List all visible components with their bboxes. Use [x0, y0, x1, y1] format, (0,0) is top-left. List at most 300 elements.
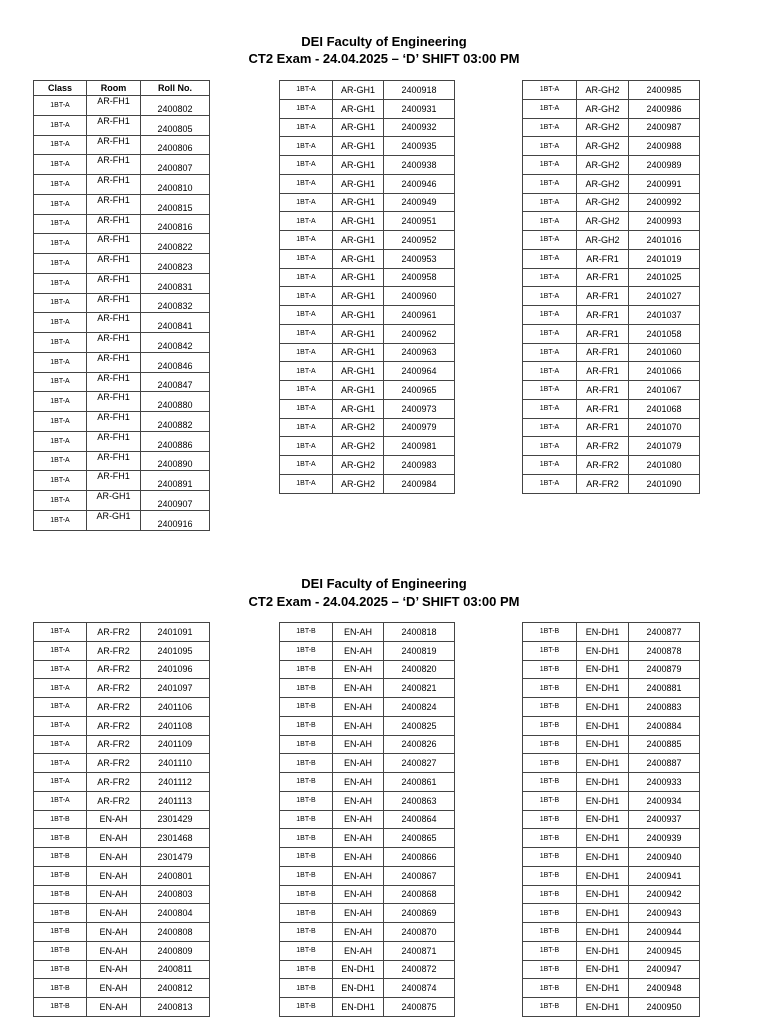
table-row	[523, 156, 700, 175]
class-cell: 1BT-B	[523, 641, 577, 660]
table-row	[34, 941, 210, 960]
room-cell: EN-AH	[333, 641, 384, 660]
roll-number-cell: 2400883	[629, 698, 700, 717]
room-cell: EN-DH1	[577, 623, 629, 642]
roll-number-cell: 2400988	[629, 137, 700, 156]
roll-number-cell: 2400938	[384, 156, 455, 175]
class-cell: 1BT-A	[280, 81, 333, 100]
table-row	[34, 313, 210, 333]
table-row	[34, 431, 210, 451]
table-row	[280, 324, 455, 343]
room-cell: AR-GH2	[333, 437, 384, 456]
class-column-header: Class	[34, 81, 87, 96]
class-cell: 1BT-A	[523, 81, 577, 100]
roll-number-cell: 2400810	[141, 175, 210, 195]
class-cell: 1BT-A	[523, 418, 577, 437]
roll-number-cell: 2400942	[629, 885, 700, 904]
room-cell: EN-AH	[333, 810, 384, 829]
roll-number-cell: 2400865	[384, 829, 455, 848]
table-row	[523, 118, 700, 137]
room-cell: AR-GH1	[333, 287, 384, 306]
roll-number-cell: 2400874	[384, 979, 455, 998]
class-cell: 1BT-B	[523, 941, 577, 960]
roll-number-cell: 2400887	[629, 754, 700, 773]
room-cell: AR-FR2	[87, 735, 141, 754]
room-cell: AR-FH1	[87, 96, 141, 116]
room-cell: EN-DH1	[333, 979, 384, 998]
table-row	[523, 81, 700, 100]
class-cell: 1BT-B	[34, 866, 87, 885]
seating-table-3	[522, 80, 700, 494]
table-row	[280, 156, 455, 175]
room-cell: AR-FH1	[87, 431, 141, 451]
room-cell: EN-DH1	[577, 904, 629, 923]
class-cell: 1BT-B	[523, 773, 577, 792]
roll-number-cell: 2400825	[384, 716, 455, 735]
room-cell: EN-DH1	[577, 885, 629, 904]
roll-number-cell: 2400931	[384, 99, 455, 118]
room-cell: AR-FR1	[577, 268, 629, 287]
room-cell: AR-FH1	[87, 155, 141, 175]
class-cell: 1BT-A	[280, 306, 333, 325]
table-row	[523, 679, 700, 698]
roll-number-cell: 2400867	[384, 866, 455, 885]
class-cell: 1BT-A	[34, 754, 87, 773]
room-cell: EN-AH	[87, 923, 141, 942]
class-cell: 1BT-B	[280, 641, 333, 660]
table-row	[34, 115, 210, 135]
class-cell: 1BT-B	[34, 941, 87, 960]
roll-number-cell: 2401067	[629, 381, 700, 400]
roll-number-cell: 2400935	[384, 137, 455, 156]
room-cell: AR-FR2	[87, 641, 141, 660]
roll-number-cell: 2400846	[141, 352, 210, 372]
table-row	[34, 923, 210, 942]
roll-number-cell: 2301429	[141, 810, 210, 829]
room-cell: AR-FH1	[87, 194, 141, 214]
class-cell: 1BT-B	[523, 679, 577, 698]
roll-number-cell: 2401066	[629, 362, 700, 381]
room-cell: EN-DH1	[577, 998, 629, 1017]
table-row	[280, 343, 455, 362]
roll-number-cell: 2400965	[384, 381, 455, 400]
room-cell: AR-FR2	[577, 456, 629, 475]
class-cell: 1BT-A	[523, 231, 577, 250]
room-cell: AR-GH1	[333, 231, 384, 250]
roll-number-cell: 2400826	[384, 735, 455, 754]
roll-number-cell: 2400947	[629, 960, 700, 979]
class-cell: 1BT-B	[280, 791, 333, 810]
class-cell: 1BT-A	[280, 249, 333, 268]
room-cell: EN-AH	[333, 848, 384, 867]
roll-number-cell: 2401091	[141, 623, 210, 642]
class-cell: 1BT-A	[34, 392, 87, 412]
roll-number-cell: 2400963	[384, 343, 455, 362]
room-cell: AR-GH1	[333, 212, 384, 231]
class-cell: 1BT-A	[280, 362, 333, 381]
room-cell: EN-DH1	[577, 754, 629, 773]
class-cell: 1BT-A	[34, 194, 87, 214]
roll-number-cell: 2400878	[629, 641, 700, 660]
table-row	[34, 293, 210, 313]
table-row	[523, 998, 700, 1017]
room-cell: EN-AH	[87, 848, 141, 867]
class-cell: 1BT-A	[34, 716, 87, 735]
seating-table-4	[33, 622, 210, 1017]
room-cell: AR-FH1	[87, 175, 141, 195]
table-row	[34, 451, 210, 471]
roll-number-cell: 2400891	[141, 471, 210, 491]
class-cell: 1BT-A	[280, 99, 333, 118]
roll-number-cell: 2400940	[629, 848, 700, 867]
room-cell: AR-FH1	[87, 412, 141, 432]
roll-number-cell: 2400861	[384, 773, 455, 792]
table-row	[523, 249, 700, 268]
class-cell: 1BT-A	[34, 660, 87, 679]
room-cell: AR-FR2	[87, 623, 141, 642]
roll-number-cell: 2400880	[141, 392, 210, 412]
table-row	[280, 118, 455, 137]
roll-number-cell: 2401019	[629, 249, 700, 268]
room-cell: EN-DH1	[577, 960, 629, 979]
roll-number-cell: 2401037	[629, 306, 700, 325]
table-row	[280, 698, 455, 717]
roll-number-cell: 2400802	[141, 96, 210, 116]
roll-number-cell: 2400869	[384, 904, 455, 923]
roll-number-cell: 2400991	[629, 174, 700, 193]
page-2-subtitle: CT2 Exam - 24.04.2025 – ‘D’ SHIFT 03:00 PM	[248, 594, 520, 609]
roll-number-cell: 2400863	[384, 791, 455, 810]
roll-number-cell: 2400882	[141, 412, 210, 432]
roll-number-cell: 2400890	[141, 451, 210, 471]
class-cell: 1BT-A	[34, 234, 87, 254]
roll-number-cell: 2400950	[629, 998, 700, 1017]
roll-number-cell: 2400866	[384, 848, 455, 867]
roll-number-cell: 2400811	[141, 960, 210, 979]
room-cell: AR-GH2	[577, 174, 629, 193]
room-cell: EN-DH1	[577, 941, 629, 960]
table-row	[34, 491, 210, 511]
class-cell: 1BT-A	[34, 641, 87, 660]
page-1-title: DEI Faculty of Engineering	[301, 34, 467, 49]
room-cell: EN-AH	[87, 885, 141, 904]
table-row	[523, 866, 700, 885]
table-row	[523, 212, 700, 231]
table-row	[523, 923, 700, 942]
roll-number-cell: 2401090	[629, 474, 700, 493]
table-row	[280, 773, 455, 792]
roll-number-cell: 2400944	[629, 923, 700, 942]
roll-number-cell: 2401109	[141, 735, 210, 754]
room-cell: EN-AH	[333, 623, 384, 642]
roll-number-cell: 2400823	[141, 254, 210, 274]
room-cell: EN-AH	[333, 679, 384, 698]
room-cell: AR-GH1	[333, 268, 384, 287]
seating-table-6	[522, 622, 700, 1017]
room-cell: AR-FH1	[87, 451, 141, 471]
room-cell: AR-FH1	[87, 333, 141, 353]
roll-number-cell: 2400831	[141, 273, 210, 293]
table-row	[34, 273, 210, 293]
class-cell: 1BT-B	[280, 660, 333, 679]
table-row	[280, 456, 455, 475]
room-cell: EN-DH1	[577, 660, 629, 679]
table-row	[280, 81, 455, 100]
table-row	[34, 392, 210, 412]
roll-number-cell: 2400803	[141, 885, 210, 904]
room-cell: AR-FR1	[577, 249, 629, 268]
room-cell: EN-DH1	[577, 735, 629, 754]
class-cell: 1BT-A	[34, 293, 87, 313]
roll-number-cell: 2400818	[384, 623, 455, 642]
roll-number-cell: 2400985	[629, 81, 700, 100]
room-cell: AR-FR1	[577, 418, 629, 437]
room-cell: AR-GH1	[333, 362, 384, 381]
table-row	[523, 904, 700, 923]
room-cell: EN-DH1	[577, 923, 629, 942]
table-row	[523, 231, 700, 250]
roll-number-cell: 2400804	[141, 904, 210, 923]
table-row	[34, 829, 210, 848]
class-cell: 1BT-A	[280, 418, 333, 437]
table-row	[523, 773, 700, 792]
roll-number-cell: 2400812	[141, 979, 210, 998]
table-row	[280, 810, 455, 829]
room-cell: AR-FH1	[87, 471, 141, 491]
class-cell: 1BT-B	[523, 716, 577, 735]
table-row	[34, 254, 210, 274]
table-row	[34, 773, 210, 792]
table-row	[280, 923, 455, 942]
roll-number-cell: 2400916	[141, 510, 210, 530]
class-cell: 1BT-A	[280, 231, 333, 250]
class-cell: 1BT-B	[280, 866, 333, 885]
roll-number-cell: 2400943	[629, 904, 700, 923]
class-cell: 1BT-A	[34, 155, 87, 175]
room-cell: AR-FR2	[87, 773, 141, 792]
table-row	[523, 474, 700, 493]
room-cell: AR-FR2	[87, 698, 141, 717]
roll-number-cell: 2400993	[629, 212, 700, 231]
room-cell: EN-DH1	[577, 679, 629, 698]
roll-number-cell: 2400960	[384, 287, 455, 306]
table-row	[34, 698, 210, 717]
room-cell: EN-AH	[87, 904, 141, 923]
class-cell: 1BT-A	[523, 362, 577, 381]
class-cell: 1BT-A	[523, 399, 577, 418]
roll-number-cell: 2401079	[629, 437, 700, 456]
class-cell: 1BT-A	[523, 137, 577, 156]
table-row	[523, 941, 700, 960]
room-cell: AR-GH1	[333, 174, 384, 193]
class-cell: 1BT-B	[280, 735, 333, 754]
table-row	[280, 641, 455, 660]
class-cell: 1BT-B	[523, 829, 577, 848]
table-row	[280, 474, 455, 493]
class-cell: 1BT-B	[523, 660, 577, 679]
roll-number-cell: 2401106	[141, 698, 210, 717]
class-cell: 1BT-A	[523, 174, 577, 193]
roll-number-cell: 2401060	[629, 343, 700, 362]
room-cell: AR-GH2	[333, 456, 384, 475]
roll-number-cell: 2400822	[141, 234, 210, 254]
class-cell: 1BT-A	[34, 313, 87, 333]
class-cell: 1BT-B	[280, 904, 333, 923]
roll-number-cell: 2400870	[384, 923, 455, 942]
roll-number-cell: 2400992	[629, 193, 700, 212]
roll-number-cell: 2400986	[629, 99, 700, 118]
class-cell: 1BT-A	[280, 137, 333, 156]
class-cell: 1BT-B	[280, 848, 333, 867]
roll-number-cell: 2401097	[141, 679, 210, 698]
room-cell: AR-GH1	[333, 99, 384, 118]
page-2-title: DEI Faculty of Engineering	[301, 576, 467, 591]
table-row	[280, 904, 455, 923]
room-cell: AR-GH1	[333, 193, 384, 212]
room-cell: AR-GH1	[333, 343, 384, 362]
roll-number-cell: 2401070	[629, 418, 700, 437]
class-cell: 1BT-B	[34, 810, 87, 829]
room-cell: EN-AH	[333, 754, 384, 773]
room-cell: EN-DH1	[577, 716, 629, 735]
room-cell: AR-FR2	[87, 791, 141, 810]
class-cell: 1BT-A	[280, 118, 333, 137]
roll-number-cell: 2401096	[141, 660, 210, 679]
room-cell: AR-FR2	[87, 754, 141, 773]
class-cell: 1BT-A	[523, 193, 577, 212]
roll-number-cell: 2400945	[629, 941, 700, 960]
table-row	[280, 362, 455, 381]
class-cell: 1BT-A	[523, 474, 577, 493]
class-cell: 1BT-A	[280, 456, 333, 475]
class-cell: 1BT-A	[280, 193, 333, 212]
class-cell: 1BT-B	[280, 810, 333, 829]
room-cell: AR-GH2	[577, 231, 629, 250]
table-row	[523, 960, 700, 979]
room-cell: AR-GH1	[333, 156, 384, 175]
room-cell: AR-FR2	[87, 660, 141, 679]
room-cell: AR-FR1	[577, 399, 629, 418]
roll-number-cell: 2301479	[141, 848, 210, 867]
roll-number-cell: 2400962	[384, 324, 455, 343]
room-cell: EN-AH	[87, 866, 141, 885]
class-cell: 1BT-A	[34, 773, 87, 792]
room-cell: AR-FH1	[87, 234, 141, 254]
roll-number-cell: 2400946	[384, 174, 455, 193]
room-cell: EN-DH1	[577, 829, 629, 848]
roll-number-cell: 2400933	[629, 773, 700, 792]
roll-number-cell: 2401025	[629, 268, 700, 287]
roll-number-cell: 2400951	[384, 212, 455, 231]
class-cell: 1BT-B	[280, 829, 333, 848]
table-row	[280, 735, 455, 754]
room-cell: AR-FR1	[577, 381, 629, 400]
room-cell: AR-FH1	[87, 214, 141, 234]
table-row	[34, 998, 210, 1017]
room-cell: EN-AH	[87, 941, 141, 960]
table-row	[34, 214, 210, 234]
table-row	[280, 137, 455, 156]
table-row	[280, 99, 455, 118]
class-cell: 1BT-A	[523, 343, 577, 362]
class-cell: 1BT-B	[34, 829, 87, 848]
roll-number-cell: 2400819	[384, 641, 455, 660]
room-cell: AR-FR1	[577, 324, 629, 343]
roll-number-cell: 2400948	[629, 979, 700, 998]
seating-table-5	[279, 622, 455, 1017]
room-cell: EN-DH1	[577, 773, 629, 792]
class-cell: 1BT-B	[280, 698, 333, 717]
class-cell: 1BT-A	[523, 212, 577, 231]
room-cell: EN-AH	[333, 866, 384, 885]
room-cell: AR-FH1	[87, 135, 141, 155]
table-row	[34, 641, 210, 660]
class-cell: 1BT-B	[523, 848, 577, 867]
class-cell: 1BT-A	[523, 381, 577, 400]
table-row	[280, 791, 455, 810]
table-row	[523, 754, 700, 773]
page-1-subtitle: CT2 Exam - 24.04.2025 – ‘D’ SHIFT 03:00 PM	[248, 51, 520, 66]
class-cell: 1BT-A	[34, 135, 87, 155]
class-cell: 1BT-A	[34, 175, 87, 195]
class-cell: 1BT-A	[280, 474, 333, 493]
room-cell: AR-FR1	[577, 306, 629, 325]
class-cell: 1BT-B	[34, 960, 87, 979]
roll-number-cell: 2400918	[384, 81, 455, 100]
table-row	[280, 960, 455, 979]
table-row	[280, 399, 455, 418]
roll-number-cell: 2400847	[141, 372, 210, 392]
table-row	[523, 660, 700, 679]
table-row	[34, 510, 210, 530]
roll-number-cell: 2401068	[629, 399, 700, 418]
room-cell: AR-GH1	[333, 81, 384, 100]
table-row	[523, 791, 700, 810]
room-cell: EN-AH	[333, 791, 384, 810]
table-row	[523, 641, 700, 660]
roll-number-cell: 2400806	[141, 135, 210, 155]
room-cell: AR-FH1	[87, 293, 141, 313]
table-row	[34, 155, 210, 175]
class-cell: 1BT-B	[280, 773, 333, 792]
roll-number-cell: 2400832	[141, 293, 210, 313]
table-row	[280, 998, 455, 1017]
class-cell: 1BT-B	[280, 998, 333, 1017]
class-cell: 1BT-B	[523, 810, 577, 829]
class-cell: 1BT-B	[523, 623, 577, 642]
table-row	[523, 399, 700, 418]
class-cell: 1BT-B	[280, 716, 333, 735]
table-row	[523, 268, 700, 287]
class-cell: 1BT-A	[280, 174, 333, 193]
roll-number-cell: 2400821	[384, 679, 455, 698]
class-cell: 1BT-B	[523, 979, 577, 998]
roll-number-cell: 2401016	[629, 231, 700, 250]
table-row	[280, 212, 455, 231]
class-cell: 1BT-B	[523, 866, 577, 885]
table-row	[523, 623, 700, 642]
table-row	[523, 437, 700, 456]
class-cell: 1BT-A	[34, 431, 87, 451]
room-cell: EN-AH	[333, 885, 384, 904]
table-row	[280, 623, 455, 642]
room-cell: AR-GH1	[333, 306, 384, 325]
table-row	[280, 231, 455, 250]
class-cell: 1BT-B	[280, 679, 333, 698]
roll-number-cell: 2400841	[141, 313, 210, 333]
table-row	[280, 174, 455, 193]
room-cell: EN-AH	[333, 735, 384, 754]
